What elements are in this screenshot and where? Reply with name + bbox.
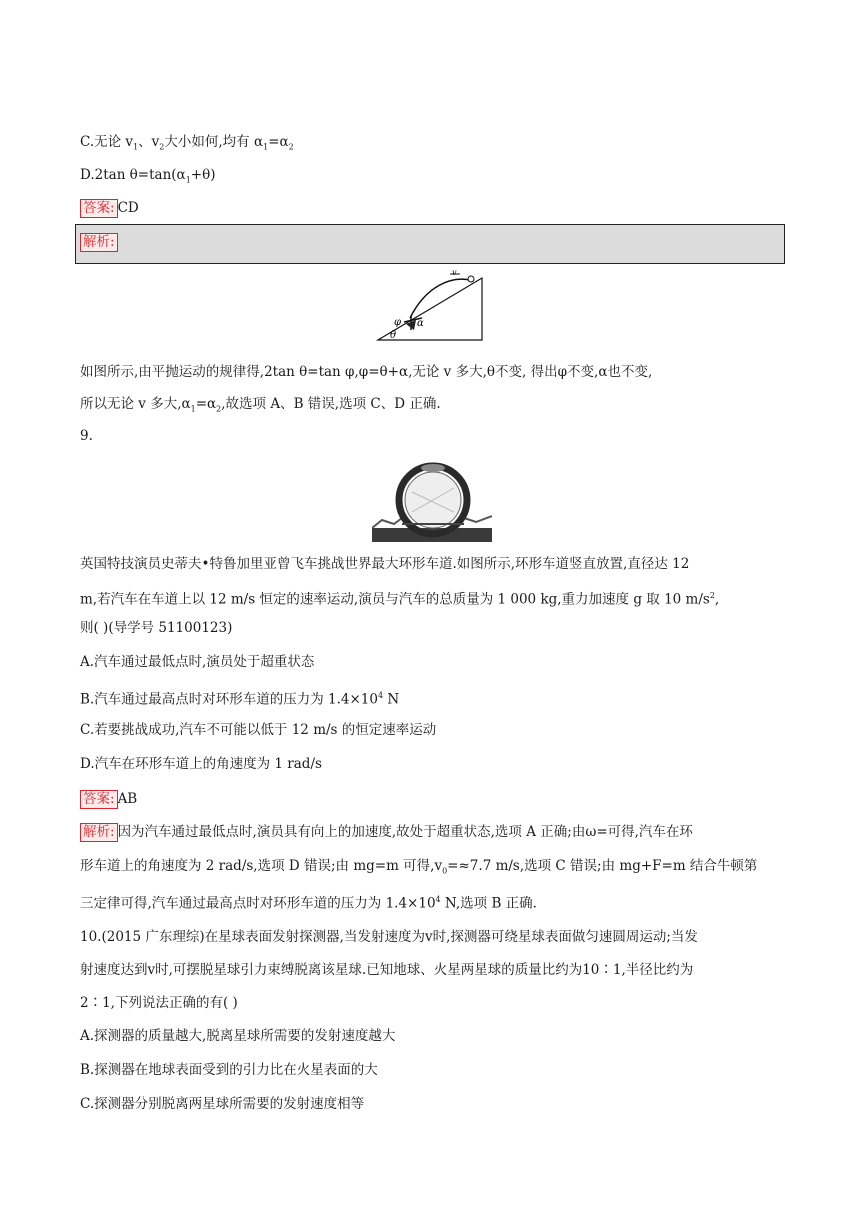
q10-stem-line2: 射速度达到v时,可摆脱星球引力束缚脱离该星球.已知地球、火星两星球的质量比约为10∶1,半径比约为 (80, 962, 694, 978)
answer-label: 答案: (80, 199, 118, 218)
q9-analysis-line3: 三定律可得,汽车通过最高点时对环形车道的压力为 $1.4\times 10^4$ N,选项 B 正确. (80, 895, 537, 912)
q9-option-c: C.若要挑战成功,汽车不可能以低于 12 m/s 的恒定速率运动 (80, 722, 437, 738)
q9-option-a: A.汽车通过最低点时,演员处于超重状态 (80, 654, 315, 670)
q10-stem-line1: 10.(2015 广东理综)在星球表面发射探测器,当发射速度为v时,探测器可绕星球表面做匀速圆周运动;当发 (80, 929, 698, 945)
q8-explain-line2: 所以无论 v 多大$,\alpha_1=\alpha_2$,故选项 A、B 错误,选项 C、D 正确. (80, 396, 441, 414)
q8-explain-line1: 如图所示,由平抛运动的规律得,2tan θ=tan φ,φ=θ+α,无论 v 多大,θ不变, 得出φ不变,α也不变, (80, 364, 653, 380)
q8-analysis-box (75, 224, 785, 264)
q9-stem-line1: 英国特技演员史蒂夫•特鲁加里亚曾飞车挑战世界最大环形车道.如图所示,环形车道竖直放置,直径达 12 (80, 556, 690, 572)
q10-stem-line3: 2∶1,下列说法正确的有( ) (80, 995, 238, 1011)
q8-answer (80, 198, 139, 218)
projectile-incline-figure (376, 268, 488, 344)
q9-option-b: B.汽车通过最高点时对环形车道的压力为 $1.4\times 10^4$ N (80, 691, 400, 708)
q10-option-b: B.探测器在地球表面受到的引力比在火星表面的大 (80, 1062, 378, 1078)
q9-analysis-line2: 形车道上的角速度为 2 rad/s,选项 D 错误;由 mg=m 可得$,v_0=\approx 7.7$ m/s,选项 C 错误;由 mg+F=m 结合牛顿第 (80, 858, 758, 876)
answer-value: AB (117, 791, 138, 807)
q9-stem-line3: 则( )(导学号 51100123) (80, 620, 233, 636)
fig1-label-phi: φ (394, 317, 402, 328)
q10-option-c: C.探测器分别脱离两星球所需要的发射速度相等 (80, 1096, 365, 1112)
q9-answer (80, 789, 137, 809)
analysis-label: 解析: (80, 823, 118, 842)
loop-track-photo (372, 462, 492, 542)
answer-label: 答案: (80, 790, 118, 809)
q10-option-a: A.探测器的质量越大,脱离星球所需要的发射速度越大 (80, 1028, 396, 1044)
fig1-label-v: v (452, 268, 457, 277)
answer-value: CD (117, 200, 139, 216)
q8-option-c: C.无论 $v_1$、$v_2$大小如何,均有 $\alpha_1=\alpha_2$ (80, 134, 294, 152)
q9-number: 9. (80, 428, 93, 444)
fig1-label-theta: θ (390, 330, 397, 341)
analysis-label: 解析: (80, 233, 118, 252)
q9-option-d: D.汽车在环形车道上的角速度为 1 rad/s (80, 756, 322, 772)
q9-stem-line2: m,若汽车在车道上以 12 m/s 恒定的速率运动,演员与汽车的总质量为 1 000 kg,重力加速度 g 取 10 $m/s^2$, (80, 591, 720, 608)
q8-option-d: D.2tan $\theta=\tan(\alpha_1+\theta)$ (80, 167, 216, 185)
q9-analysis-line1: 解析: 因为汽车通过最低点时,演员具有向上的加速度,故处于超重状态,选项 A 正确;由ω=可得,汽车在环 (80, 822, 693, 842)
fig1-label-alpha: α (417, 318, 424, 329)
